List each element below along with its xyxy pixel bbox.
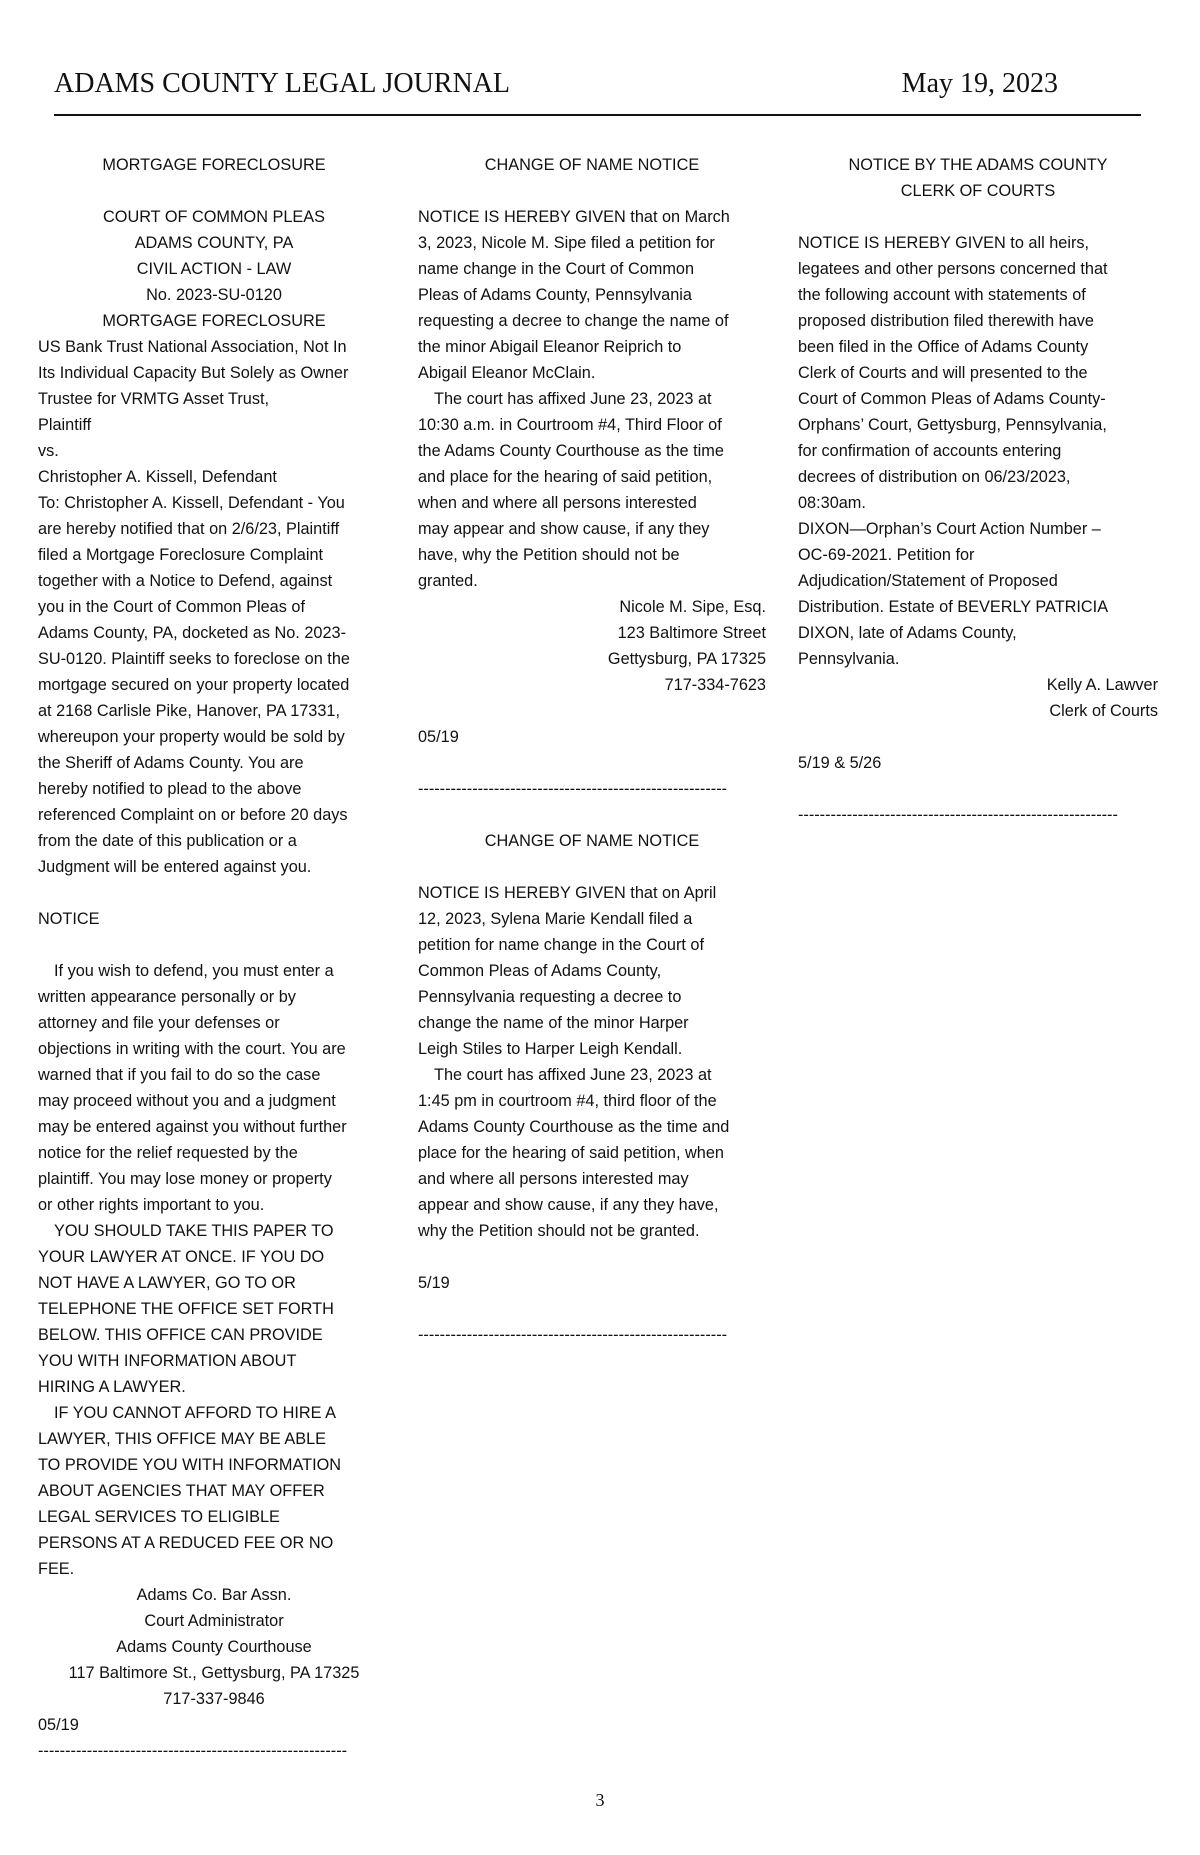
publication-date: 05/19: [418, 728, 459, 746]
caption-line: ADAMS COUNTY, PA: [134, 234, 294, 252]
address-line: Court Administrator: [144, 1612, 284, 1630]
text-line: whereupon your property would be sold by: [38, 728, 345, 746]
text-line: Pennsylvania.: [798, 650, 900, 668]
text-line: HIRING A LAWYER.: [38, 1378, 186, 1396]
court-caption: [38, 204, 390, 334]
text-line: from the date of this publication or a: [38, 832, 297, 850]
text-line: and place for the hearing of said petition,: [418, 468, 713, 486]
signature-block: [798, 672, 1158, 724]
text-line: petition for name change in the Court of: [418, 936, 705, 954]
caption-line: No. 2023-SU-0120: [146, 286, 282, 304]
text-line: TO PROVIDE YOU WITH INFORMATION: [38, 1456, 342, 1474]
text-line: may appear and show cause, if any they: [418, 520, 710, 538]
caption-line: COURT OF COMMON PLEAS: [103, 208, 325, 226]
text-line: attorney and file your defenses or: [38, 1014, 280, 1032]
text-line: The court has affixed June 23, 2023 at: [434, 1066, 712, 1084]
text-line: the Sheriff of Adams County. You are: [38, 754, 304, 772]
text-line: notice for the relief requested by the: [38, 1144, 298, 1162]
text-line: TELEPHONE THE OFFICE SET FORTH: [38, 1300, 334, 1318]
text-line: Court of Common Pleas of Adams County-: [798, 390, 1106, 408]
notice-paragraph: [798, 516, 1158, 672]
text-line: 10:30 a.m. in Courtroom #4, Third Floor of: [418, 416, 722, 434]
signature-line: Clerk of Courts: [1049, 702, 1158, 720]
text-line: LAWYER, THIS OFFICE MAY BE ABLE: [38, 1430, 327, 1448]
text-line: place for the hearing of said petition, when: [418, 1144, 724, 1162]
caption-line: MORTGAGE FORECLOSURE: [102, 312, 326, 330]
text-line: referenced Complaint on or before 20 days: [38, 806, 348, 824]
text-line: Leigh Stiles to Harper Leigh Kendall.: [418, 1040, 683, 1058]
notice-paragraph: [418, 1062, 766, 1244]
notice-paragraph: [418, 880, 766, 1062]
column-clerk-of-courts: [798, 152, 1158, 828]
signature-line: 717-334-7623: [664, 676, 766, 694]
text-line: proposed distribution filed therewith have: [798, 312, 1094, 330]
notice-paragraph: [38, 958, 390, 1218]
text-line: vs.: [38, 442, 59, 460]
notice-paragraph: [798, 230, 1158, 516]
text-line: mortgage secured on your property located: [38, 676, 350, 694]
text-line: Judgment will be entered against you.: [38, 858, 312, 876]
notice-body: [38, 490, 390, 880]
text-line: Abigail Eleanor McClain.: [418, 364, 596, 382]
text-line: the minor Abigail Eleanor Reiprich to: [418, 338, 682, 356]
text-line: warned that if you fail to do so the case: [38, 1066, 321, 1084]
text-line: why the Petition should not be granted.: [418, 1222, 700, 1240]
text-line: NOTICE IS HEREBY GIVEN that on April: [418, 884, 717, 902]
text-line: granted.: [418, 572, 478, 590]
text-line: the Adams County Courthouse as the time: [418, 442, 724, 460]
publication-date: 5/19: [418, 1274, 450, 1292]
text-line: Distribution. Estate of BEVERLY PATRICIA: [798, 598, 1109, 616]
text-line: To: Christopher A. Kissell, Defendant - You: [38, 494, 345, 512]
text-line: requesting a decree to change the name of: [418, 312, 729, 330]
notice-paragraph: [418, 386, 766, 594]
text-line: decrees of distribution on 06/23/2023,: [798, 468, 1071, 486]
text-line: Adams County, PA, docketed as No. 2023-: [38, 624, 346, 642]
text-line: NOT HAVE A LAWYER, GO TO OR: [38, 1274, 296, 1292]
text-line: the following account with statements of: [798, 286, 1086, 304]
caption-line: CIVIL ACTION - LAW: [136, 260, 292, 278]
text-line: 1:45 pm in courtroom #4, third floor of the: [418, 1092, 717, 1110]
publication-date: 5/19 & 5/26: [798, 754, 882, 772]
text-line: objections in writing with the court. You are: [38, 1040, 346, 1058]
text-line: name change in the Court of Common: [418, 260, 695, 278]
text-line: and where all persons interested may: [418, 1170, 689, 1188]
journal-header: [54, 62, 1141, 116]
text-line: may proceed without you and a judgment: [38, 1092, 336, 1110]
text-line: are hereby notified that on 2/6/23, Plaintiff: [38, 520, 340, 538]
notice-paragraph: [418, 204, 766, 386]
text-line: Pleas of Adams County, Pennsylvania: [418, 286, 692, 304]
text-line: ABOUT AGENCIES THAT MAY OFFER: [38, 1482, 325, 1500]
journal-title: ADAMS COUNTY LEGAL JOURNAL: [54, 68, 511, 99]
text-line: 3, 2023, Nicole M. Sipe filed a petition for: [418, 234, 715, 252]
text-line: YOUR LAWYER AT ONCE. IF YOU DO: [38, 1248, 325, 1266]
notice-heading: CLERK OF COURTS: [900, 182, 1056, 200]
publication-date: 05/19: [38, 1716, 79, 1734]
text-line: written appearance personally or by: [38, 988, 296, 1006]
text-line: Orphans’ Court, Gettysburg, Pennsylvania,: [798, 416, 1107, 434]
text-line: Clerk of Courts and will presented to the: [798, 364, 1088, 382]
text-line: appear and show cause, if any they have,: [418, 1196, 719, 1214]
text-line: legatees and other persons concerned that: [798, 260, 1108, 278]
text-line: Common Pleas of Adams County,: [418, 962, 662, 980]
text-line: been filed in the Office of Adams County: [798, 338, 1089, 356]
text-line: Plaintiff: [38, 416, 92, 434]
text-line: or other rights important to you.: [38, 1196, 265, 1214]
text-line: 08:30am.: [798, 494, 866, 512]
text-line: BELOW. THIS OFFICE CAN PROVIDE: [38, 1326, 323, 1344]
text-line: If you wish to defend, you must enter a: [54, 962, 334, 980]
section-divider: ---------------------------------------------------------: [38, 1742, 348, 1760]
signature-line: Gettysburg, PA 17325: [607, 650, 766, 668]
text-line: 12, 2023, Sylena Marie Kendall filed a: [418, 910, 693, 928]
text-line: plaintiff. You may lose money or property: [38, 1170, 332, 1188]
text-line: US Bank Trust National Association, Not In: [38, 338, 347, 356]
signature-line: Nicole M. Sipe, Esq.: [619, 598, 766, 616]
text-line: you in the Court of Common Pleas of: [38, 598, 305, 616]
text-line: together with a Notice to Defend, against: [38, 572, 333, 590]
text-line: Christopher A. Kissell, Defendant: [38, 468, 277, 486]
signature-block: [418, 594, 766, 698]
address-line: 117 Baltimore St., Gettysburg, PA 17325: [68, 1664, 360, 1682]
text-line: YOU WITH INFORMATION ABOUT: [38, 1352, 297, 1370]
parties: [38, 334, 390, 490]
text-line: Pennsylvania requesting a decree to: [418, 988, 682, 1006]
signature-line: Kelly A. Lawver: [1046, 676, 1158, 694]
text-line: when and where all persons interested: [418, 494, 697, 512]
notice-heading: NOTICE BY THE ADAMS COUNTY: [848, 156, 1108, 174]
text-line: YOU SHOULD TAKE THIS PAPER TO: [54, 1222, 334, 1240]
text-line: Adams County Courthouse as the time and: [418, 1118, 730, 1136]
address-line: 717-337-9846: [163, 1690, 265, 1708]
text-line: may be entered against you without further: [38, 1118, 347, 1136]
text-line: have, why the Petition should not be: [418, 546, 680, 564]
page-number: 3: [595, 1790, 605, 1810]
text-line: change the name of the minor Harper: [418, 1014, 689, 1032]
text-line: Trustee for VRMTG Asset Trust,: [38, 390, 270, 408]
notice-paragraph: [38, 1400, 390, 1582]
text-line: NOTICE IS HEREBY GIVEN that on March: [418, 208, 730, 226]
text-line: DIXON—Orphan’s Court Action Number –: [798, 520, 1101, 538]
notice-heading: CHANGE OF NAME NOTICE: [484, 156, 700, 174]
text-line: NOTICE IS HEREBY GIVEN to all heirs,: [798, 234, 1090, 252]
signature-line: 123 Baltimore Street: [617, 624, 766, 642]
text-line: for confirmation of accounts entering: [798, 442, 1062, 460]
office-address: [38, 1582, 390, 1712]
text-line: Adjudication/Statement of Proposed: [798, 572, 1058, 590]
text-line: at 2168 Carlisle Pike, Hanover, PA 17331,: [38, 702, 340, 720]
address-line: Adams County Courthouse: [116, 1638, 312, 1656]
text-line: SU-0120. Plaintiff seeks to foreclose on the: [38, 650, 350, 668]
notice-heading: CHANGE OF NAME NOTICE: [484, 832, 700, 850]
text-line: Its Individual Capacity But Solely as Owner: [38, 364, 349, 382]
text-line: LEGAL SERVICES TO ELIGIBLE: [38, 1508, 280, 1526]
text-line: filed a Mortgage Foreclosure Complaint: [38, 546, 324, 564]
text-line: IF YOU CANNOT AFFORD TO HIRE A: [54, 1404, 336, 1422]
notice-heading: MORTGAGE FORECLOSURE: [102, 156, 326, 174]
notice-paragraph: [38, 1218, 390, 1400]
column-mortgage-foreclosure: [38, 152, 390, 1764]
section-divider: ---------------------------------------------------------: [418, 780, 728, 798]
address-line: Adams Co. Bar Assn.: [136, 1586, 292, 1604]
text-line: hereby notified to plead to the above: [38, 780, 302, 798]
issue-date: May 19, 2023: [901, 68, 1058, 99]
section-divider: -----------------------------------------------------------: [798, 806, 1118, 824]
text-line: PERSONS AT A REDUCED FEE OR NO: [38, 1534, 334, 1552]
text-line: The court has affixed June 23, 2023 at: [434, 390, 712, 408]
text-line: FEE.: [38, 1560, 75, 1578]
section-divider: ---------------------------------------------------------: [418, 1326, 728, 1344]
column-change-of-name: [418, 152, 766, 1348]
text-line: DIXON, late of Adams County,: [798, 624, 1017, 642]
notice-subheading: NOTICE: [38, 910, 100, 928]
text-line: OC-69-2021. Petition for: [798, 546, 975, 564]
